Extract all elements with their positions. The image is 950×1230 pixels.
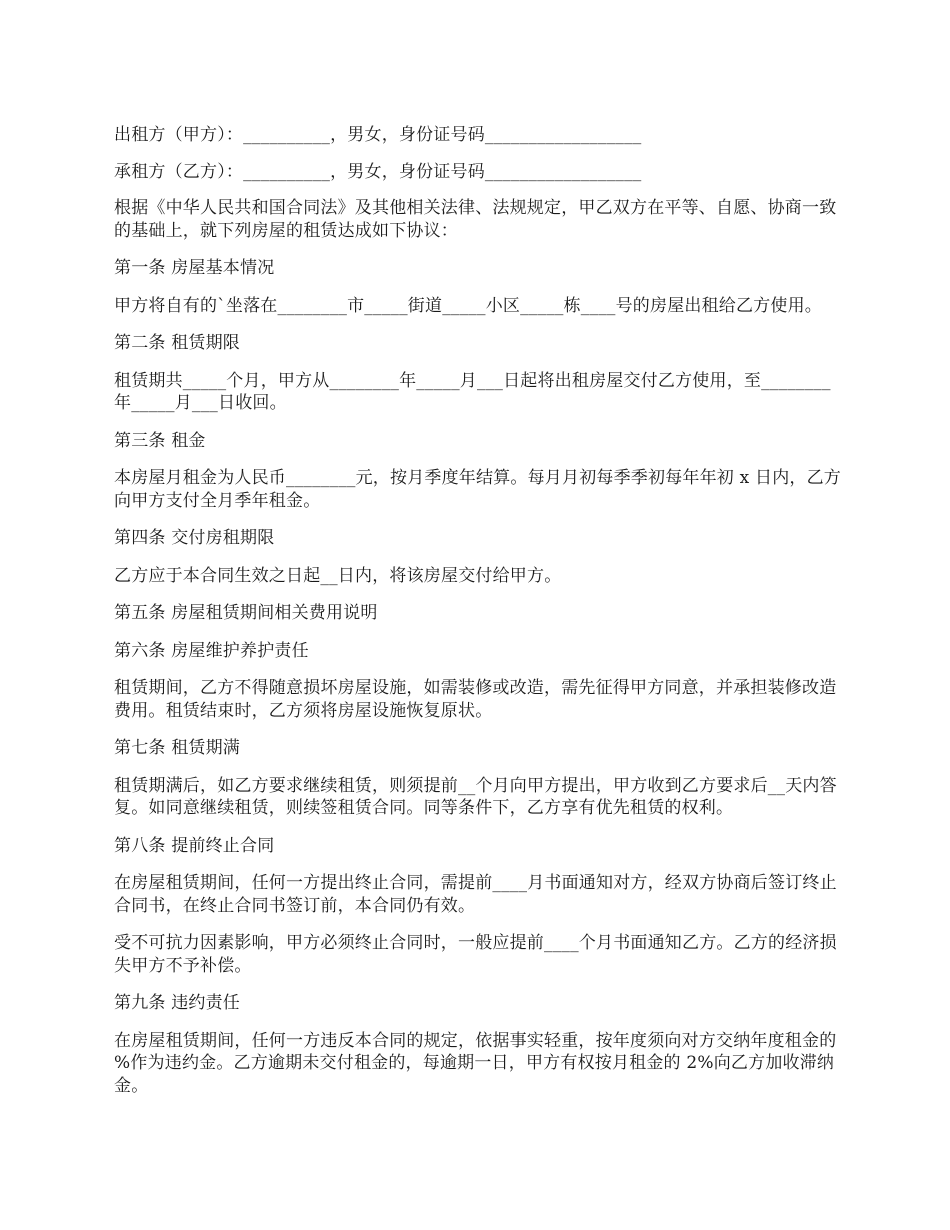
article-2-heading: 第二条 租赁期限 <box>114 333 241 353</box>
article-1-heading: 第一条 房屋基本情况 <box>114 258 275 278</box>
article-3-body: 本房屋月租金为人民币________元，按月季度年结算。每月月初每季季初每年年初 x 日内，乙方向甲方支付全月季年租金。 <box>114 468 841 511</box>
article-5-heading: 第五条 房屋租赁期间相关费用说明 <box>114 603 378 623</box>
article-3-heading: 第三条 租金 <box>114 430 206 451</box>
article-2-body: 租赁期共_____个月，甲方从________年_____月___日起将出租房屋交付乙方使用，至________年_____月___日收回。 <box>114 370 831 413</box>
article-9-body: 在房屋租赁期间，任何一方违反本合同的规定，依据事实轻重，按年度须向对方交纳年度租金的 %作为违约金。乙方逾期未交付租金的，每逾期一日，甲方有权按月租金的 2%向乙方加收滞纳金。 <box>114 1030 837 1096</box>
article-6-body: 租赁期间，乙方不得随意损坏房屋设施，如需装修或改造，需先征得甲方同意，并承担装修改造费用。租赁结束时，乙方须将房屋设施恢复原状。 <box>114 678 837 721</box>
article-6-heading: 第六条 房屋维护养护责任 <box>114 640 309 661</box>
lessee-line: 承租方（乙方）：__________，男女，身份证号码__________________ <box>114 161 642 182</box>
lessor-line: 出租方（甲方）：__________，男女，身份证号码__________________ <box>114 125 642 145</box>
article-8-body: 在房屋租赁期间，任何一方提出终止合同，需提前____月书面通知对方，经双方协商后签订终止合同书，在终止合同书签订前，本合同仍有效。 <box>114 873 837 916</box>
article-1-body: 甲方将自有的`坐落在________市_____街道_____小区_____栋____号的房屋出租给乙方使用。 <box>114 295 822 316</box>
article-9-heading: 第九条 违约责任 <box>114 993 241 1013</box>
preamble: 根据《中华人民共和国合同法》及其他相关法律、法规规定，甲乙双方在平等、自愿、协商一致的基础上，就下列房屋的租赁达成如下协议： <box>114 198 837 241</box>
article-4-body: 乙方应于本合同生效之日起__日内，将该房屋交付给甲方。 <box>114 565 562 586</box>
article-8-body-2: 受不可抗力因素影响，甲方必须终止合同时，一般应提前____个月书面通知乙方。乙方的经济损失甲方不予补偿。 <box>114 933 837 976</box>
article-8-heading: 第八条 提前终止合同 <box>114 835 275 856</box>
article-4-heading: 第四条 交付房租期限 <box>114 528 275 548</box>
article-7-body: 租赁期满后，如乙方要求继续租赁，则须提前__个月向甲方提出，甲方收到乙方要求后__天内答复。如同意继续租赁，则续签租赁合同。同等条件下，乙方享有优先租赁的权利。 <box>114 775 837 818</box>
contract-body <box>114 124 844 1112</box>
article-7-heading: 第七条 租赁期满 <box>114 738 241 758</box>
